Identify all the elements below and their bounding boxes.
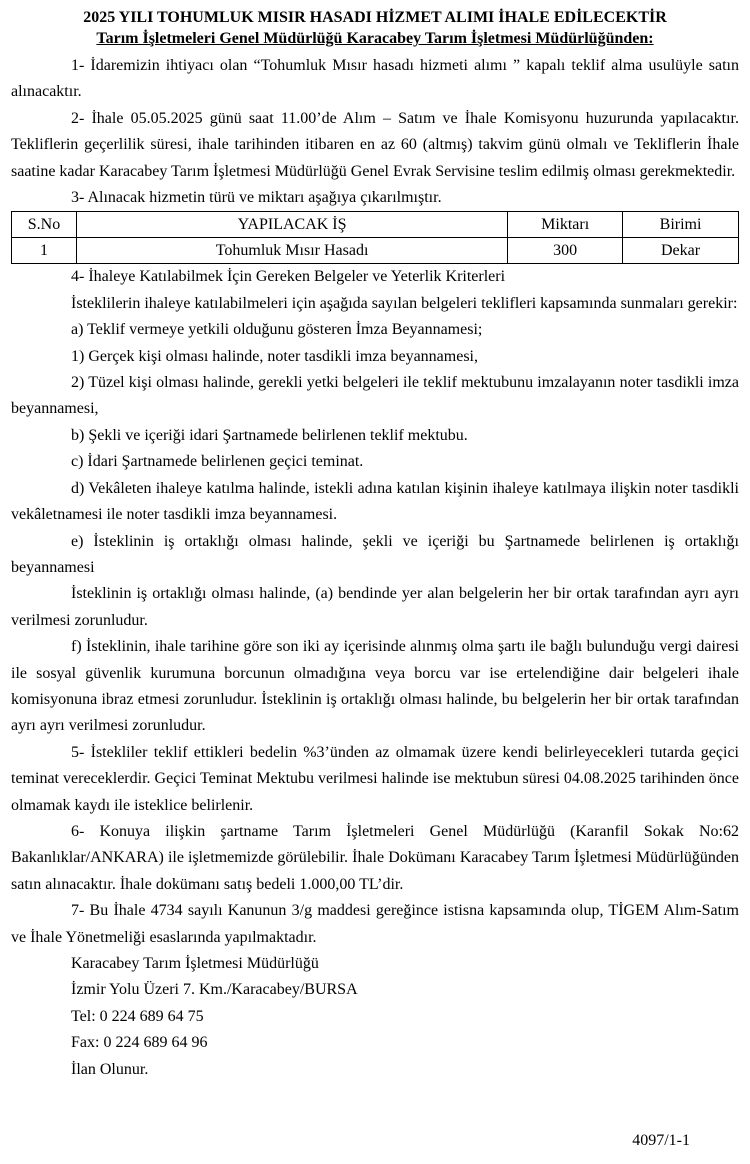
item-f: f) İsteklinin, ihale tarihine göre son iki ay içerisinde alınmış olma şartı ile bağlı bulunduğu vergi dairesi ile sosyal güvenlik kurumuna borcunun olmadığına veya borcu var ise ertelendiğine dair belgeleri ihale komisyonuna ibraz etmesi zorunludur. İsteklinin iş ortaklığı olması halinde, bu belgelerin her bir ortak tarafından ayrı ayrı verilmesi zorunludur. [11, 638, 739, 735]
signature-tel: Tel: 0 224 689 64 75 [71, 1007, 204, 1025]
item-e: e) İsteklinin iş ortaklığı olması halinde, şekli ve içeriği bu Şartnamede belirlenen iş ortaklığı beyannamesi [11, 532, 739, 576]
paragraph-2: 2- İhale 05.05.2025 günü saat 11.00’de Alım – Satım ve İhale Komisyonu huzurunda yapılacaktır. Tekliflerin geçerlilik süresi, ihale tarihinden itibaren en az 60 (altmış) takvim günü olmalı ve Tekliflerin İhale saatine kadar Karacabey Tarım İşletmesi Müdürlüğü Genel Evrak Servisine teslim edilmiş olması gerekmektedir. [11, 109, 739, 180]
cell-sno: 1 [12, 238, 77, 264]
item-e-note: İsteklinin iş ortaklığı olması halinde, (a) bendinde yer alan belgelerin her bir ortak tarafından ayrı ayrı verilmesi zorunludur. [11, 585, 739, 629]
item-a2: 2) Tüzel kişi olması halinde, gerekli yetki belgeleri ile teklif mektubunu imzalayanın noter tasdikli imza beyannamesi, [11, 374, 739, 418]
item-c: c) İdari Şartnamede belirlenen geçici teminat. [71, 453, 364, 471]
notice-title: 2025 YILI TOHUMLUK MISIR HASADI HİZMET ALIMI İHALE EDİLECEKTİR [83, 9, 667, 26]
issuer-heading: Tarım İşletmeleri Genel Müdürlüğü Karacabey Tarım İşletmesi Müdürlüğünden: [96, 30, 654, 47]
notice-page [11, 8, 739, 1083]
header-quantity: Miktarı [508, 212, 623, 238]
header-work: YAPILACAK İŞ [76, 212, 507, 238]
table-header-row [12, 212, 739, 238]
signature-address: İzmir Yolu Üzeri 7. Km./Karacabey/BURSA [71, 981, 358, 999]
signature-closing: İlan Olunur. [71, 1060, 149, 1078]
paragraph-6: 6- Konuya ilişkin şartname Tarım İşletmeleri Genel Müdürlüğü (Karanfil Sokak No:62 Bakanlıklar/ANKARA) ile işletmemizde görülebilir. İhale Dokümanı Karacabey Tarım İşletmesi Müdürlüğünden satın alınacaktır. İhale dokümanı satış bedeli 1.000,00 TL’dir. [11, 822, 739, 893]
paragraph-3: 3- Alınacak hizmetin türü ve miktarı aşağıya çıkarılmıştır. [71, 189, 442, 207]
paragraph-1: 1- İdaremizin ihtiyacı olan “Tohumluk Mısır hasadı hizmeti alımı ” kapalı teklif alma usulüyle satın alınacaktır. [11, 57, 739, 101]
signature-block [71, 951, 739, 1083]
item-a1: 1) Gerçek kişi olması halinde, noter tasdikli imza beyannamesi, [71, 347, 478, 365]
cell-work: Tohumluk Mısır Hasadı [76, 238, 507, 264]
signature-org: Karacabey Tarım İşletmesi Müdürlüğü [71, 955, 319, 972]
service-table [11, 211, 739, 264]
paragraph-7: 7- Bu İhale 4734 sayılı Kanunun 3/g maddesi gereğince istisna kapsamında olup, TİGEM Alım-Satım ve İhale Yönetmeliği esaslarında yapılmaktadır. [11, 902, 739, 946]
signature-fax: Fax: 0 224 689 64 96 [71, 1034, 208, 1052]
item-b: b) Şekli ve içeriği idari Şartnamede belirlenen teklif mektubu. [71, 426, 468, 444]
item-a: a) Teklif vermeye yetkili olduğunu gösteren İmza Beyannamesi; [71, 321, 483, 339]
reference-number: 4097/1-1 [632, 1132, 690, 1149]
item-d: d) Vekâleten ihaleye katılma halinde, istekli adına katılan kişinin ihaleye katılmaya ilişkin noter tasdikli vekâletnamesi ile noter tasdikli imza beyannamesi. [11, 479, 739, 524]
cell-quantity: 300 [508, 238, 623, 264]
paragraph-5: 5- İstekliler teklif ettikleri bedelin %3’ünden az olmamak üzere kendi belirleyecekleri tutarda geçici teminat vereceklerdir. Geçici Teminat Mektubu verilmesi halinde ise mektubun süresi 04.08.2025 tarihinden önce olmamak kaydı ile isteklice belirlenir. [11, 743, 739, 814]
table-row [12, 238, 739, 264]
paragraph-4-title: 4- İhaleye Katılabilmek İçin Gereken Belgeler ve Yeterlik Kriterleri [71, 268, 506, 286]
header-unit: Birimi [623, 212, 739, 238]
header-sno: S.No [12, 212, 77, 238]
paragraph-4-intro: İsteklilerin ihaleye katılabilmeleri için aşağıda sayılan belgeleri teklifleri kapsamında sunmaları gerekir: [71, 294, 738, 312]
cell-unit: Dekar [623, 238, 739, 264]
